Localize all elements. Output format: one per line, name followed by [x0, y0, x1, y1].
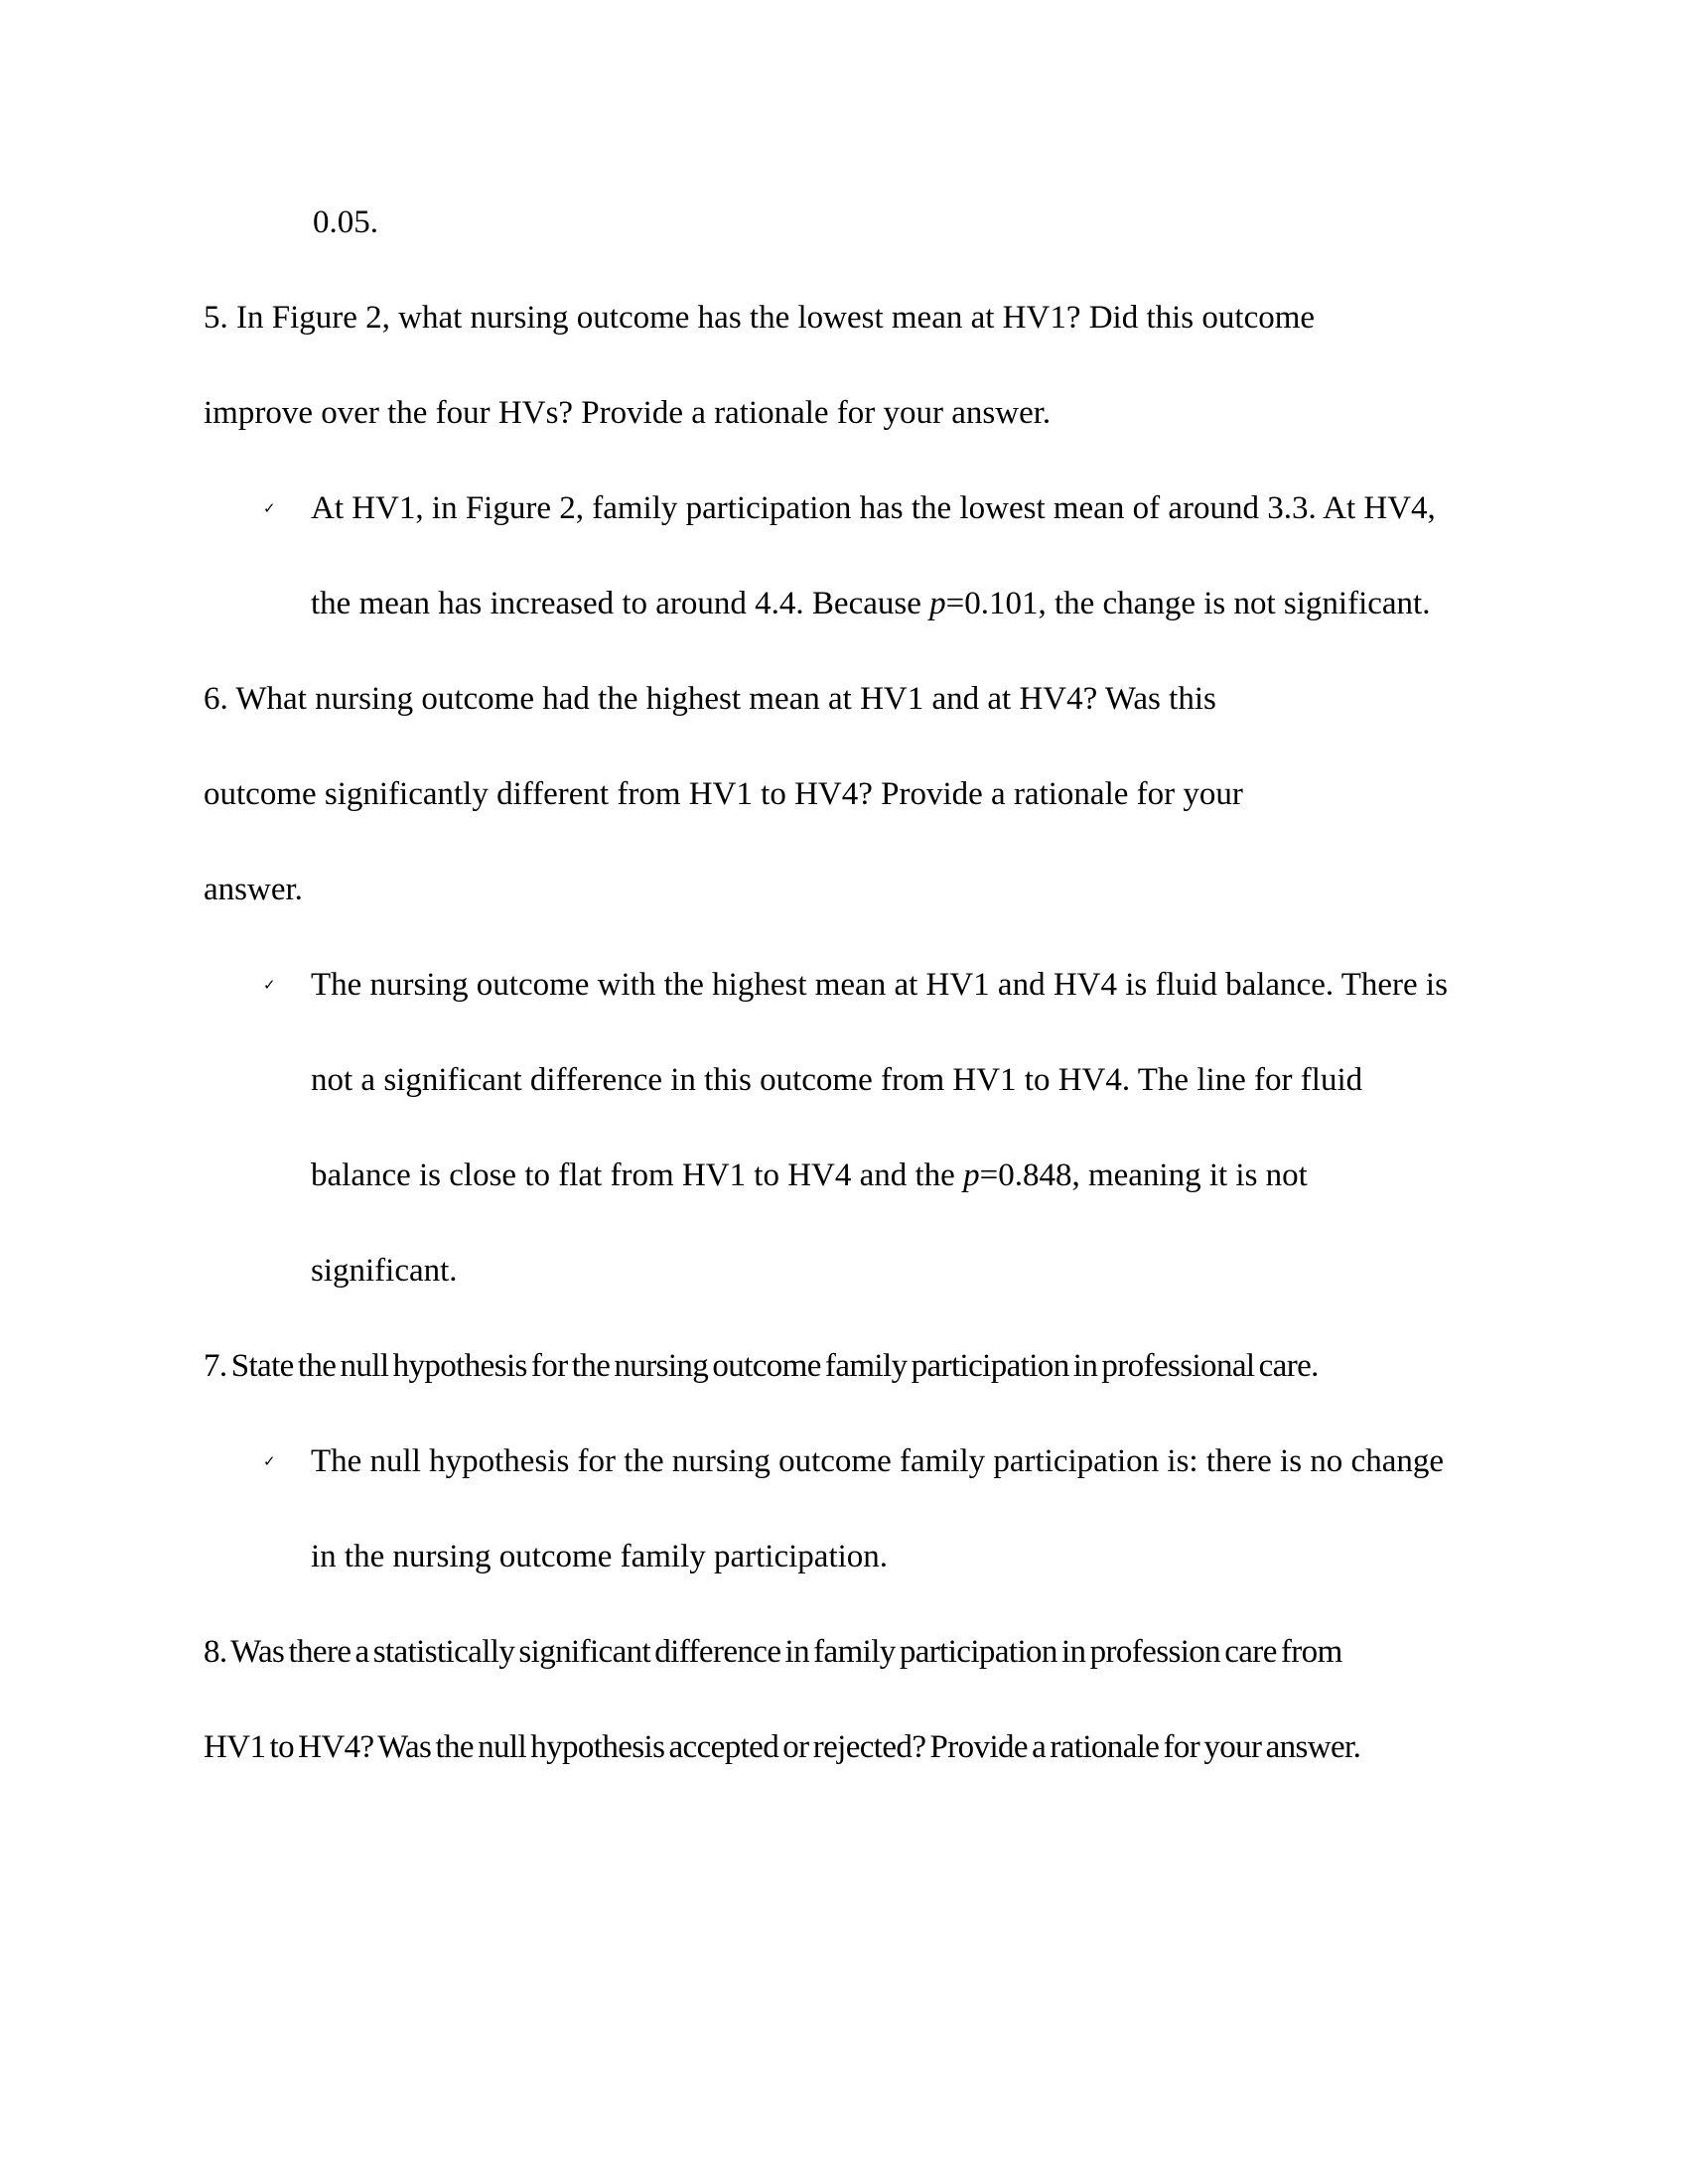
checkmark-bullet-icon: ✓ [263, 978, 276, 994]
document-line [204, 747, 1539, 842]
document-text [204, 175, 1539, 1795]
text-run: improve over the four HVs? Provide a rationale for your answer. [204, 395, 1052, 431]
text-run: balance is close to flat from HV1 to HV4 and the [311, 1158, 964, 1193]
document-line [204, 556, 1539, 651]
text-run: outcome significantly different from HV1 to HV4? Provide a rationale for your [204, 776, 1243, 812]
document-line [204, 175, 1539, 270]
text-run: in the nursing outcome family participation. [311, 1539, 889, 1574]
text-run: =0.848, meaning it is not [979, 1158, 1308, 1193]
text-run: 5. In Figure 2, what nursing outcome has the lowest mean at HV1? Did this outcome [204, 300, 1316, 336]
text-run: At HV1, in Figure 2, family participation has the lowest mean of around 3.3. At HV4, [311, 490, 1436, 526]
text-run: not a significant difference in this outcome from HV1 to HV4. The line for fluid [311, 1062, 1363, 1098]
text-run: The null hypothesis for the nursing outcome family participation is: there is no change [311, 1443, 1444, 1479]
text-run: significant. [311, 1253, 458, 1289]
text-run: 0.05. [313, 205, 378, 240]
text-run: 7. State the null hypothesis for the nursing outcome family participation in professional care. [204, 1348, 1319, 1384]
document-line [204, 365, 1539, 461]
document-line [204, 1414, 1539, 1509]
document-line [204, 842, 1539, 937]
document-line [204, 651, 1539, 747]
document-line [204, 1032, 1539, 1128]
document-line [204, 1700, 1539, 1795]
italic-text-run: p [929, 586, 946, 621]
document-line [204, 1509, 1539, 1604]
document-line [204, 1223, 1539, 1318]
document-line [204, 1128, 1539, 1223]
document-line [204, 270, 1539, 365]
document-line [204, 1604, 1539, 1700]
italic-text-run: p [963, 1158, 980, 1193]
text-run: 8. Was there a statistically significant difference in family participation in profession care from [204, 1634, 1342, 1670]
document-line [204, 937, 1539, 1032]
text-run: =0.101, the change is not significant. [945, 586, 1431, 621]
checkmark-bullet-icon: ✓ [263, 1454, 276, 1470]
text-run: HV1 to HV4? Was the null hypothesis accepted or rejected? Provide a rationale for your answer. [204, 1729, 1361, 1765]
text-run: 6. What nursing outcome had the highest mean at HV1 and at HV4? Was this [204, 681, 1216, 717]
text-run: answer. [204, 872, 303, 907]
text-run: The nursing outcome with the highest mean at HV1 and HV4 is fluid balance. There is [311, 967, 1448, 1003]
document-line [204, 1318, 1539, 1414]
text-run: the mean has increased to around 4.4. Because [311, 586, 930, 621]
checkmark-bullet-icon: ✓ [263, 501, 276, 517]
document-line [204, 461, 1539, 556]
